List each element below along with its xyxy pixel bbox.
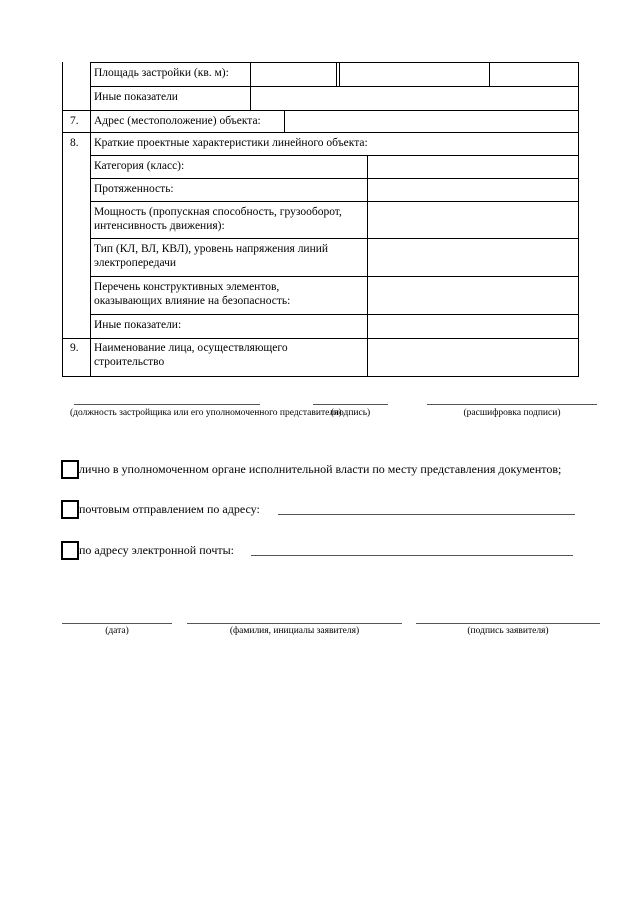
characteristics-label: Краткие проектные характеристики линейного объекта:: [94, 137, 368, 149]
table-rule: [90, 238, 579, 239]
table-rule: [62, 376, 579, 377]
table-rule-v: [367, 155, 368, 376]
power-line-type-label: Тип (КЛ, ВЛ, КВЛ), уровень напряжения линий электропередачи: [94, 243, 329, 269]
position-line[interactable]: [74, 404, 260, 405]
row-number: 8.: [70, 137, 79, 149]
table-rule-v: [489, 62, 490, 86]
capacity-label: Мощность (пропускная способность, грузооборот, интенсивность движения):: [94, 206, 342, 232]
decode-caption: (расшифровка подписи): [463, 408, 561, 418]
structural-elements-label: Перечень конструктивных элементов, оказывающих влияние на безопасность:: [94, 281, 291, 307]
table-rule-v: [336, 62, 337, 86]
email-address-field[interactable]: [251, 555, 573, 556]
address-label: Адрес (местоположение) объекта:: [94, 115, 261, 127]
applicant-signature-field[interactable]: [416, 623, 600, 624]
table-rule: [90, 155, 579, 156]
date-caption: (дата): [105, 626, 129, 636]
decode-line[interactable]: [427, 404, 597, 405]
postal-delivery-label: почтовым отправлением по адресу:: [79, 502, 260, 516]
signature-line[interactable]: [313, 404, 388, 405]
date-field[interactable]: [62, 623, 172, 624]
length-label: Протяженность:: [94, 183, 174, 195]
applicant-name-caption: (фамилия, инициалы заявителя): [229, 626, 360, 636]
row-number: 7.: [70, 115, 79, 127]
table-rule-v: [284, 110, 285, 132]
table-rule: [90, 178, 579, 179]
other-indicators-label-2: Иные показатели:: [94, 319, 182, 331]
table-rule: [62, 110, 579, 111]
table-rule: [90, 201, 579, 202]
category-label: Категория (класс):: [94, 160, 185, 172]
table-rule: [90, 314, 579, 315]
position-caption: (должность застройщика или его уполномоченного представителя): [70, 408, 342, 418]
table-rule: [90, 276, 579, 277]
table-rule: [62, 338, 579, 339]
applicant-signature-caption: (подпись заявителя): [467, 626, 549, 636]
area-label: Площадь застройки (кв. м):: [94, 67, 229, 79]
postal-delivery-checkbox[interactable]: [61, 500, 79, 519]
email-delivery-label: по адресу электронной почты:: [79, 543, 235, 557]
postal-address-field[interactable]: [278, 514, 575, 515]
table-rule: [62, 132, 579, 133]
personal-delivery-checkbox[interactable]: [61, 460, 79, 479]
row-number: 9.: [70, 342, 79, 354]
signature-caption: (подпись): [330, 408, 371, 418]
applicant-name-field[interactable]: [187, 623, 402, 624]
table-rule-v: [339, 62, 340, 86]
table-rule: [90, 62, 579, 63]
builder-name-label: Наименование лица, осуществляющего строительство: [94, 342, 288, 368]
other-indicators-label: Иные показатели: [94, 91, 178, 103]
table-rule-v: [250, 62, 251, 110]
table-rule: [90, 86, 579, 87]
email-delivery-checkbox[interactable]: [61, 541, 79, 560]
personal-delivery-label: лично в уполномоченном органе исполнительной власти по месту представления документов;: [79, 462, 562, 476]
